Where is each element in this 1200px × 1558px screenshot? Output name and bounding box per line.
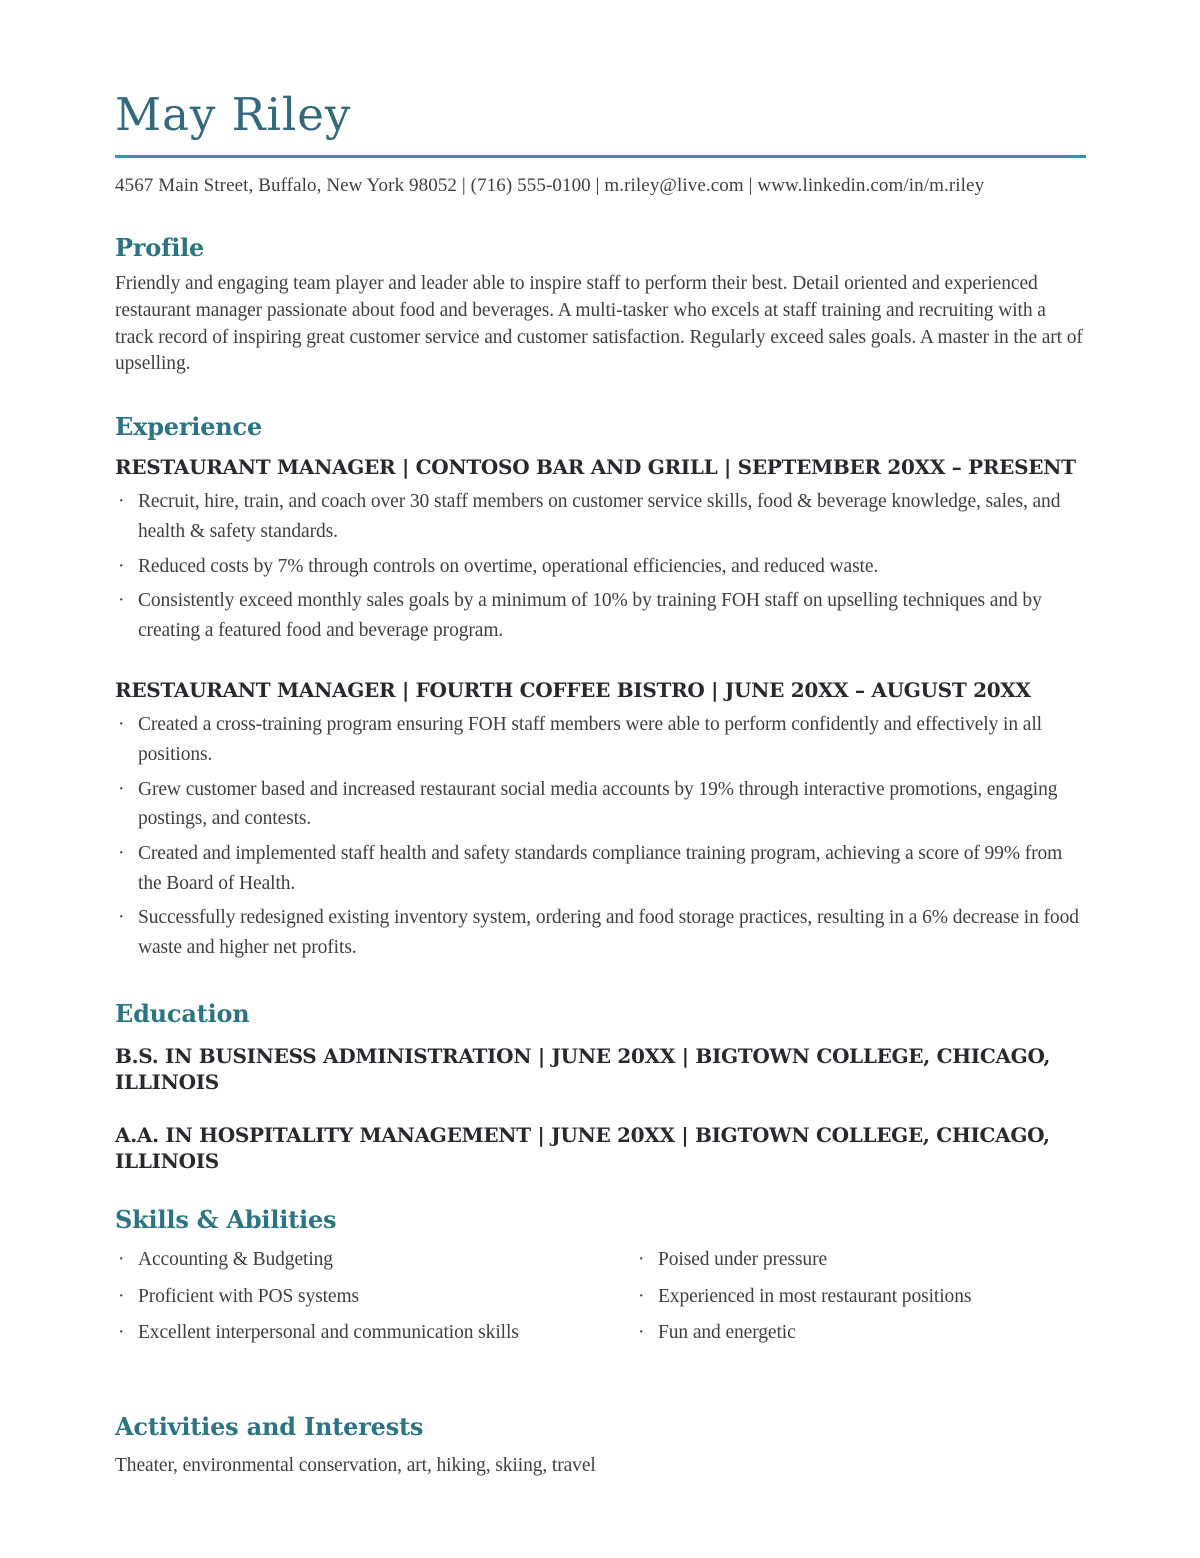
skill-item: · Fun and energetic (635, 1318, 1086, 1348)
header-divider (115, 155, 1086, 158)
skills-list-left (115, 1245, 635, 1348)
profile-text: Friendly and engaging team player and leader able to inspire staff to perform their best. Detail oriented and experienced restaurant manager passionate about food and beverages. A multi-tasker who excels at staff training and recruiting with a track record of inspiring great customer service and customer satisfaction. Regularly exceed sales goals. A master in the art of upselling. (115, 273, 1083, 375)
job-bullet-list (115, 710, 1086, 962)
skills-column-right (635, 1245, 1086, 1355)
profile-heading: Profile (115, 232, 205, 262)
skills-heading: Skills & Abilities (115, 1205, 337, 1235)
skills-column-left (115, 1245, 635, 1355)
degree-entry: B.S. IN BUSINESS ADMINISTRATION | JUNE 20XX | BIGTOWN COLLEGE, CHICAGO, ILLINOIS (115, 1044, 1051, 1095)
job-bullet-list (115, 487, 1086, 645)
degree-entry: A.A. IN HOSPITALITY MANAGEMENT | JUNE 20XX | BIGTOWN COLLEGE, CHICAGO, ILLINOIS (115, 1123, 1050, 1174)
person-name: May Riley (115, 88, 352, 141)
job-bullet: · Created a cross-training program ensuring FOH staff members were able to perform confidently and effectively in all positions. (115, 710, 1086, 769)
job-bullet: · Recruit, hire, train, and coach over 30 staff members on customer service skills, food & beverage knowledge, sales, and health & safety standards. (115, 487, 1086, 546)
skills-columns (115, 1245, 1086, 1355)
experience-heading: Experience (115, 411, 263, 441)
section-education (115, 1000, 1086, 1174)
degree-list (115, 1043, 1086, 1174)
section-skills (115, 1206, 1086, 1355)
job-bullet: · Created and implemented staff health and safety standards compliance training program, achieving a score of 99% from the Board of Health. (115, 839, 1086, 898)
skill-item: · Poised under pressure (635, 1245, 1086, 1275)
education-heading: Education (115, 999, 250, 1029)
skill-item: · Excellent interpersonal and communication skills (115, 1318, 635, 1348)
activities-heading: Activities and Interests (115, 1411, 424, 1441)
job-entry-contoso (115, 454, 1086, 645)
job-title: RESTAURANT MANAGER | FOURTH COFFEE BISTRO | JUNE 20XX – AUGUST 20XX (115, 678, 1031, 703)
job-entry-fourth-coffee (115, 677, 1086, 962)
section-activities (115, 1413, 1086, 1479)
job-bullet: · Reduced costs by 7% through controls on overtime, operational efficiencies, and reduced waste. (115, 552, 1086, 582)
resume-header (115, 88, 1086, 199)
job-title: RESTAURANT MANAGER | CONTOSO BAR AND GRILL | SEPTEMBER 20XX – PRESENT (115, 455, 1076, 480)
job-bullet: · Successfully redesigned existing inventory system, ordering and food storage practices, resulting in a 6% decrease in food waste and higher net profits. (115, 903, 1086, 962)
skills-list-right (635, 1245, 1086, 1348)
job-bullet: · Consistently exceed monthly sales goals by a minimum of 10% by training FOH staff on upselling techniques and by creating a featured food and beverage program. (115, 586, 1086, 645)
contact-info: 4567 Main Street, Buffalo, New York 98052 | (716) 555-0100 | m.riley@live.com | www.linkedin.com/in/m.riley (115, 175, 985, 196)
job-bullet: · Grew customer based and increased restaurant social media accounts by 19% through interactive promotions, engaging postings, and contests. (115, 775, 1086, 834)
activities-text: Theater, environmental conservation, art, hiking, skiing, travel (115, 1454, 596, 1476)
skill-item: · Accounting & Budgeting (115, 1245, 635, 1275)
skill-item: · Experienced in most restaurant positions (635, 1282, 1086, 1312)
section-profile (115, 234, 1086, 378)
section-experience (115, 413, 1086, 963)
skill-item: · Proficient with POS systems (115, 1282, 635, 1312)
